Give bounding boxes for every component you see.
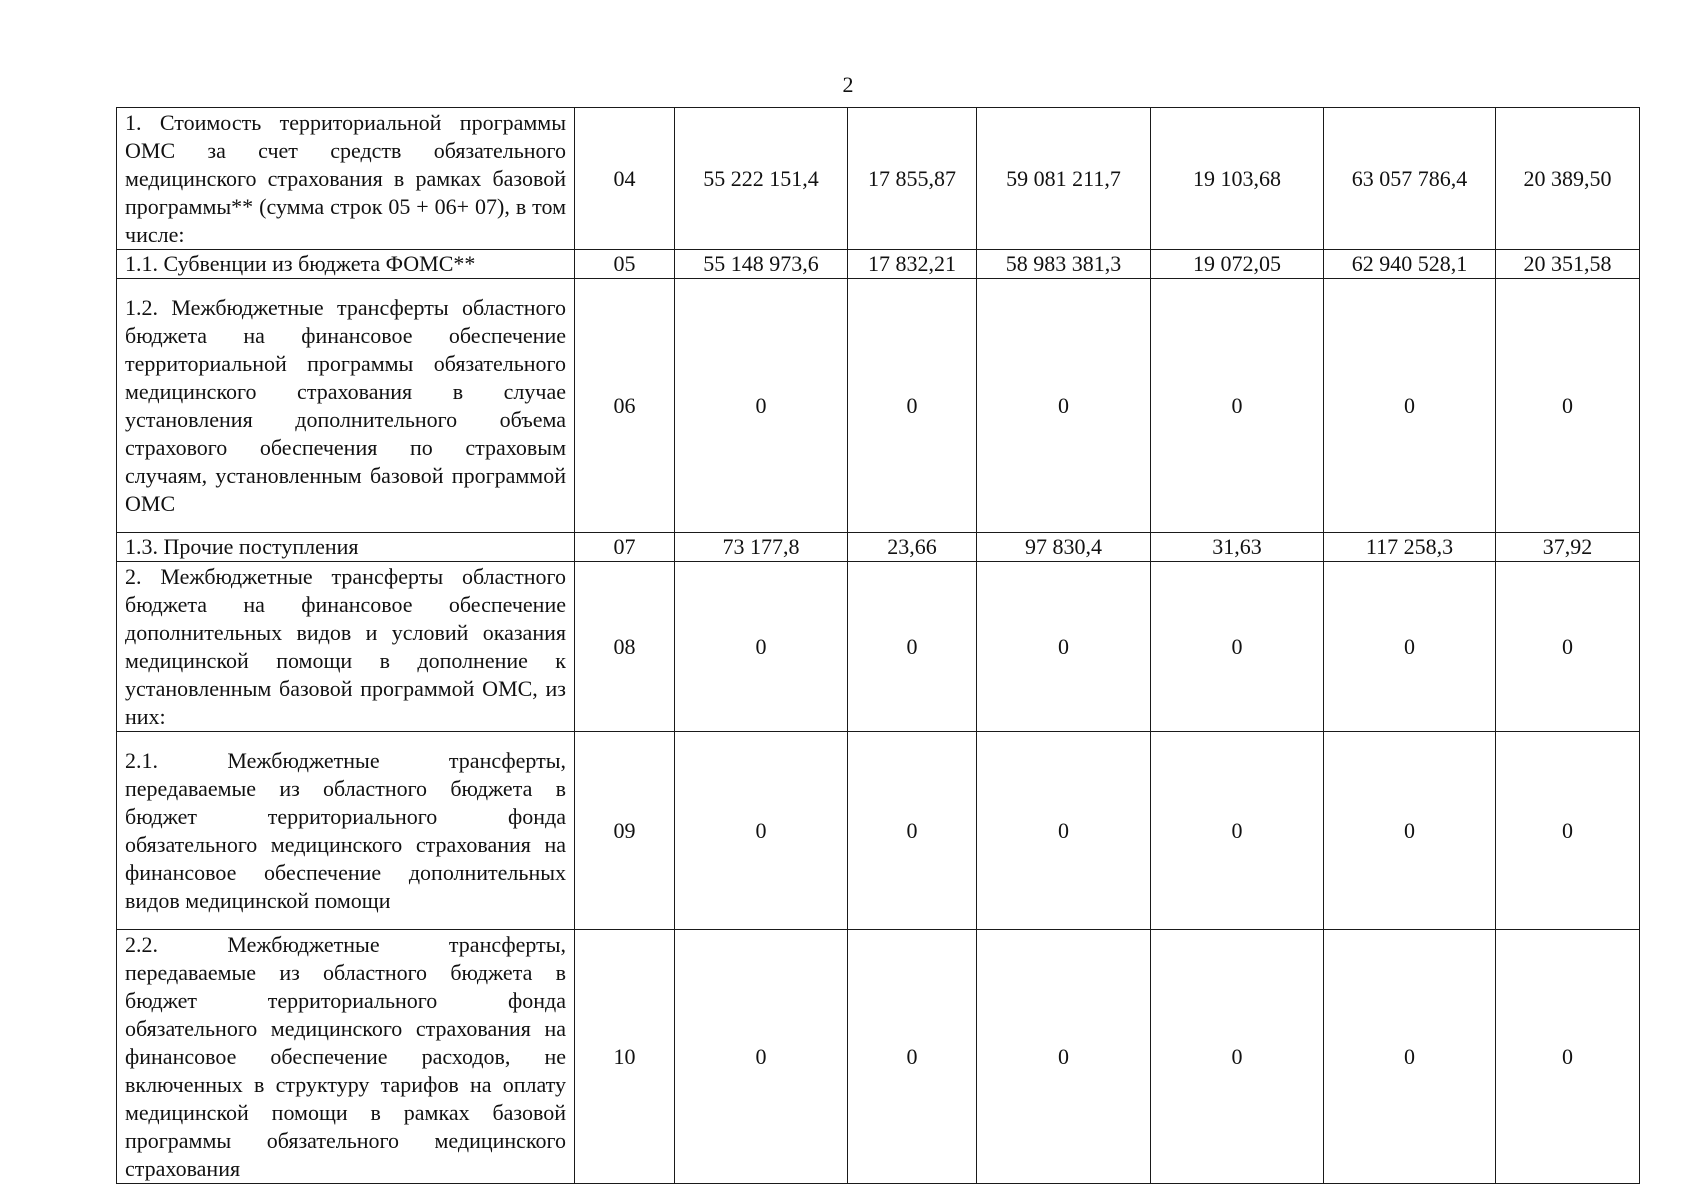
table-cell: 0 <box>1151 930 1324 1184</box>
table-cell: 73 177,8 <box>675 533 848 562</box>
table-cell: 19 103,68 <box>1151 108 1324 250</box>
table-row <box>117 279 1640 533</box>
row-code: 10 <box>575 930 675 1184</box>
table-cell: 17 855,87 <box>848 108 977 250</box>
row-label: 2. Межбюджетные трансферты областного бюджета на финансовое обеспечение дополнительных видов и условий оказания медицинской помощи в дополнение к установленным базовой программой ОМС, из них: <box>117 562 575 732</box>
table-cell: 0 <box>848 279 977 533</box>
table-cell: 0 <box>1151 562 1324 732</box>
table-row <box>117 562 1640 732</box>
table-cell: 0 <box>1496 732 1640 930</box>
row-code: 09 <box>575 732 675 930</box>
page-number: 2 <box>842 72 854 97</box>
row-code: 06 <box>575 279 675 533</box>
table-cell: 55 222 151,4 <box>675 108 848 250</box>
row-code: 05 <box>575 250 675 279</box>
table-cell: 0 <box>1324 562 1496 732</box>
table-cell: 55 148 973,6 <box>675 250 848 279</box>
table-cell: 20 351,58 <box>1496 250 1640 279</box>
table-cell: 31,63 <box>1151 533 1324 562</box>
table-cell: 23,66 <box>848 533 977 562</box>
table-cell: 0 <box>1496 562 1640 732</box>
table-cell: 19 072,05 <box>1151 250 1324 279</box>
table-cell: 0 <box>1151 279 1324 533</box>
table-cell: 0 <box>1496 279 1640 533</box>
table-cell: 58 983 381,3 <box>977 250 1151 279</box>
table-cell: 62 940 528,1 <box>1324 250 1496 279</box>
table-cell: 0 <box>977 930 1151 1184</box>
table-cell: 20 389,50 <box>1496 108 1640 250</box>
row-label: 1. Стоимость территориальной программы ОМС за счет средств обязательного медицинского страхования в рамках базовой программы** (сумма строк 05 + 06+ 07), в том числе: <box>117 108 575 250</box>
table-cell: 0 <box>1324 930 1496 1184</box>
table-cell: 0 <box>675 562 848 732</box>
table-cell: 17 832,21 <box>848 250 977 279</box>
row-code: 08 <box>575 562 675 732</box>
table-cell: 0 <box>675 732 848 930</box>
table-row <box>117 250 1640 279</box>
table-cell: 0 <box>675 930 848 1184</box>
table-cell: 0 <box>848 732 977 930</box>
table-cell: 0 <box>977 732 1151 930</box>
table-cell: 0 <box>977 279 1151 533</box>
row-label: 2.2. Межбюджетные трансферты, передаваемые из областного бюджета в бюджет территориального фонда обязательного медицинского страхования на финансовое обеспечение расходов, не включенных в структуру тарифов на оплату медицинской помощи в рамках базовой программы обязательного медицинского страхования <box>117 930 575 1184</box>
row-code: 07 <box>575 533 675 562</box>
table-cell: 0 <box>675 279 848 533</box>
table-cell: 0 <box>848 562 977 732</box>
budget-table <box>116 107 1640 1184</box>
table-cell: 97 830,4 <box>977 533 1151 562</box>
table-row <box>117 732 1640 930</box>
table-cell: 0 <box>1324 732 1496 930</box>
table-cell: 117 258,3 <box>1324 533 1496 562</box>
row-label: 1.1. Субвенции из бюджета ФОМС** <box>117 250 575 279</box>
table-cell: 0 <box>848 930 977 1184</box>
table-cell: 0 <box>1324 279 1496 533</box>
table-cell: 0 <box>1496 930 1640 1184</box>
table-cell: 63 057 786,4 <box>1324 108 1496 250</box>
table-row <box>117 930 1640 1184</box>
table-cell: 0 <box>1151 732 1324 930</box>
table-row <box>117 108 1640 250</box>
table-cell: 0 <box>977 562 1151 732</box>
row-label: 1.3. Прочие поступления <box>117 533 575 562</box>
table-cell: 37,92 <box>1496 533 1640 562</box>
table-cell: 59 081 211,7 <box>977 108 1151 250</box>
row-label: 1.2. Межбюджетные трансферты областного бюджета на финансовое обеспечение территориальной программы обязательного медицинского страхования в случае установления дополнительного объема страхового обеспечения по страховым случаям, установленным базовой программой ОМС <box>117 279 575 533</box>
row-code: 04 <box>575 108 675 250</box>
row-label: 2.1. Межбюджетные трансферты, передаваемые из областного бюджета в бюджет территориального фонда обязательного медицинского страхования на финансовое обеспечение дополнительных видов медицинской помощи <box>117 732 575 930</box>
table-row <box>117 533 1640 562</box>
